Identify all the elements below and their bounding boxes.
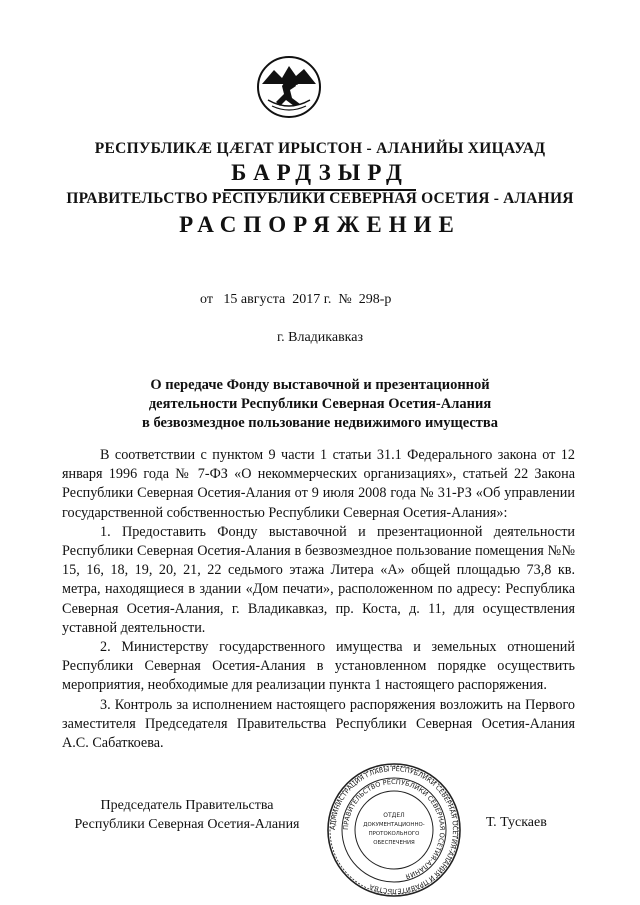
document-city: г. Владикавказ <box>276 330 364 345</box>
signatory-position-line-1: Председатель Правительства <box>100 798 274 813</box>
stamp-center-line-4: ОБЕСПЕЧЕНИЯ <box>373 840 415 846</box>
coat-of-arms-emblem <box>256 54 322 118</box>
signatory-name: Т. Тускаев <box>486 815 547 830</box>
clause-1: 1. Предоставить Фонду выставочной и презентационной деятельности Республики Северная Осетия-Алания в безвозмездное пользование помещения №№ 15, 16, 18, 19, 20, 21, 22 седьмого этажа Литера «А» общей площадью 73,8 кв. метра, находящиеся в здании «Дом печати», расположенном по адресу: Республика Северная Осетия-Алания, г. Владикавказ, пр. Коста, д. 11, для осуществления уставной деятельности. <box>62 523 575 636</box>
stamp-center-line-3: ПРОТОКОЛЬНОГО <box>368 831 420 837</box>
title-line-2: деятельности Республики Северная Осетия-Алания <box>148 396 492 412</box>
document-date-number: от 15 августа 2017 г. № 298-р <box>200 292 392 307</box>
clause-2: 2. Министерству государственного имущества и земельных отношений Республики Северная Осетия-Алания в установленном порядке осуществить мероприятия, необходимые для реализации пункта 1 настоящего распоряжения. <box>62 639 575 694</box>
official-stamp <box>326 762 462 898</box>
russian-government-heading: ПРАВИТЕЛЬСТВО РЕСПУБЛИКИ СЕВЕРНАЯ ОСЕТИЯ - АЛАНИЯ <box>66 190 574 207</box>
stamp-outer-ring-text: АДМИНИСТРАЦИЯ ГЛАВЫ РЕСПУБЛИКИ СЕВЕРНАЯ ОСЕТИЯ-АЛАНИЯ И ПРАВИТЕЛЬСТВА <box>328 764 460 896</box>
ossetian-document-type: БАРДЗЫРД <box>231 160 409 185</box>
russian-document-type: РАСПОРЯЖЕНИЕ <box>179 212 461 237</box>
stamp-center-line-2: ДОКУМЕНТАЦИОННО- <box>363 822 425 828</box>
ossetian-government-heading: РЕСПУБЛИКӔ ЦӔГАТ ИРЫСТОН - АЛАНИЙЫ ХИЦАУАД <box>94 140 546 157</box>
stamp-inner-ring-text: ПРАВИТЕЛЬСТВО РЕСПУБЛИКИ СЕВЕРНАЯ ОСЕТИЯ-АЛАНИЯ <box>341 777 447 881</box>
document-title <box>0 376 640 433</box>
clause-3: 3. Контроль за исполнением настоящего распоряжения возложить на Первого заместителя Председателя Правительства Республики Северная Осетия-Алания А.С. Сабаткоева. <box>62 696 575 752</box>
signatory-position-line-2: Республики Северная Осетия-Алания <box>74 817 300 832</box>
title-line-1: О передаче Фонду выставочной и презентационной <box>150 377 490 393</box>
stamp-center-line-1: ОТДЕЛ <box>383 812 405 819</box>
title-line-3: в безвозмездное пользование недвижимого имущества <box>142 415 498 431</box>
signatory-position <box>62 796 312 834</box>
preamble-paragraph: В соответствии с пунктом 9 части 1 статьи 31.1 Федерального закона от 12 января 1996 года № 7-ФЗ «О некоммерческих организациях», статьей 22 Закона Республики Северная Осетия-Алания от 9 июля 2008 года № 31-РЗ «Об управлении государственной собственностью Республики Северная Осетия-Алания»: <box>62 447 575 521</box>
document-body <box>62 446 575 753</box>
